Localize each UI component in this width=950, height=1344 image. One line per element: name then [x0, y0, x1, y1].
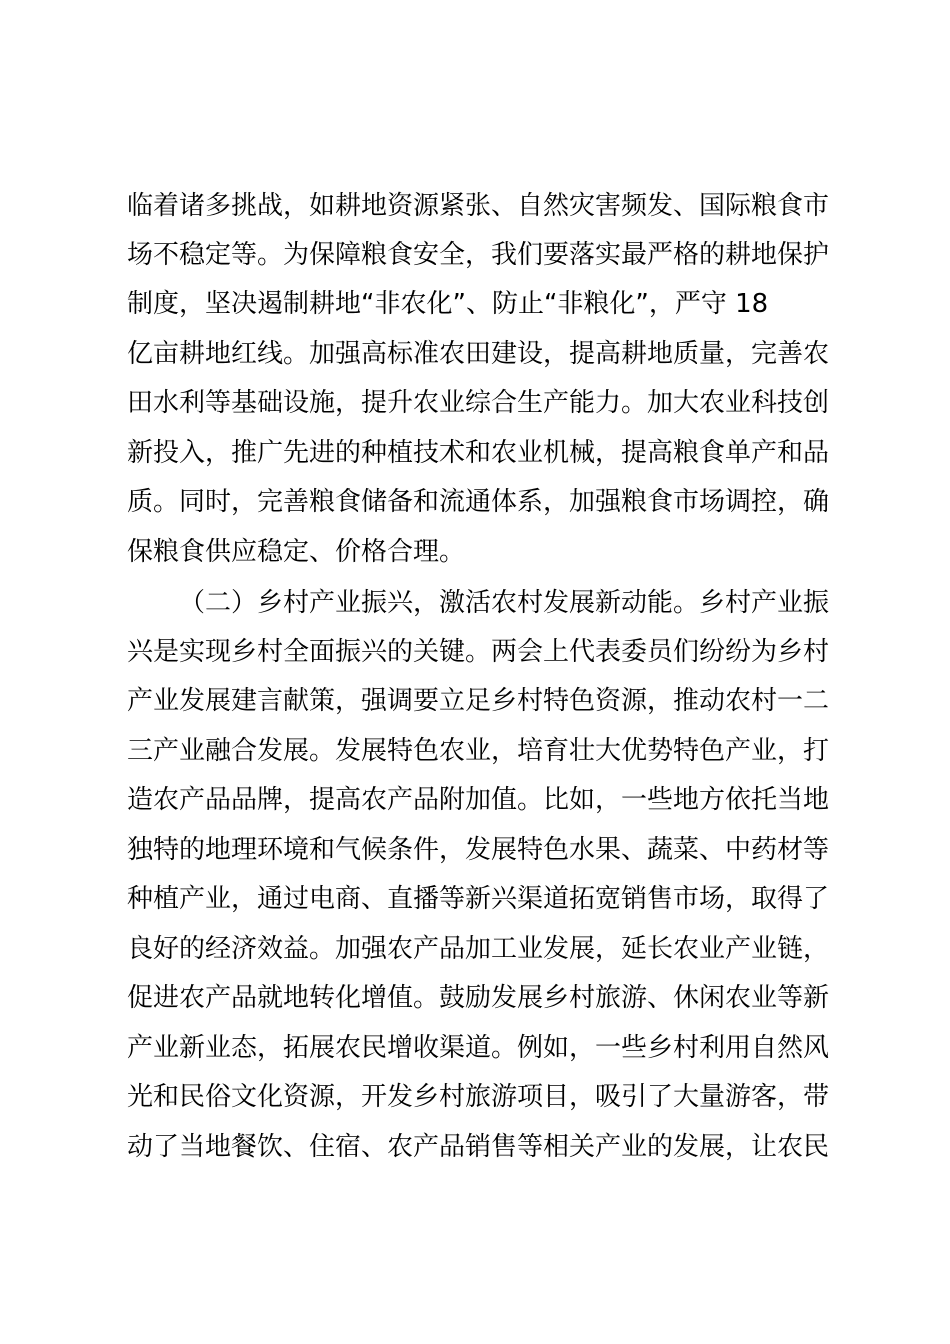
- paragraph-line: 产业新业态，拓展农民增收渠道。例如，一些乡村利用自然风: [127, 1033, 830, 1063]
- paragraph-line: 光和民俗文化资源，开发乡村旅游项目，吸引了大量游客，带: [127, 1082, 830, 1112]
- paragraph-line: 新投入，推广先进的种植技术和农业机械，提高粮食单产和品: [127, 438, 830, 468]
- paragraph-line: 独特的地理环境和气候条件，发展特色水果、蔬菜、中药材等: [127, 835, 830, 865]
- paragraph-line: 兴是实现乡村全面振兴的关键。两会上代表委员们纷纷为乡村: [127, 637, 830, 667]
- paragraph-line: 亿亩耕地红线。加强高标准农田建设，提高耕地质量，完善农: [127, 339, 830, 369]
- paragraph-line: 产业发展建言献策，强调要立足乡村特色资源，推动农村一二: [127, 686, 830, 716]
- paragraph-line: 质。同时，完善粮食储备和流通体系，加强粮食市场调控，确: [127, 487, 830, 517]
- paragraph-line: 三产业融合发展。发展特色农业，培育壮大优势特色产业，打: [127, 736, 830, 766]
- paragraph-line: 造农产品品牌，提高农产品附加值。比如，一些地方依托当地: [127, 785, 830, 815]
- paragraph-line: 动了当地餐饮、住宿、农产品销售等相关产业的发展，让农民: [127, 1132, 830, 1162]
- paragraph-line: 田水利等基础设施，提升农业综合生产能力。加大农业科技创: [127, 388, 830, 418]
- paragraph-line: 临着诸多挑战，如耕地资源紧张、自然灾害频发、国际粮食市: [127, 191, 830, 221]
- paragraph-line: 制度，坚决遏制耕地“非农化”、防止“非粮化”，严守 18: [127, 289, 769, 319]
- paragraph-line: 保粮食供应稳定、价格合理。: [127, 537, 466, 567]
- paragraph-line: 促进农产品就地转化增值。鼓励发展乡村旅游、休闲农业等新: [127, 983, 830, 1013]
- paragraph-line: 种植产业，通过电商、直播等新兴渠道拓宽销售市场，取得了: [127, 884, 830, 914]
- paragraph-line: 场不稳定等。为保障粮食安全，我们要落实最严格的耕地保护: [127, 240, 830, 270]
- section-heading-line: （二）乡村产业振兴，激活农村发展新动能。乡村产业振: [179, 588, 830, 618]
- paragraph-line: 良好的经济效益。加强农产品加工业发展，延长农业产业链，: [127, 934, 830, 964]
